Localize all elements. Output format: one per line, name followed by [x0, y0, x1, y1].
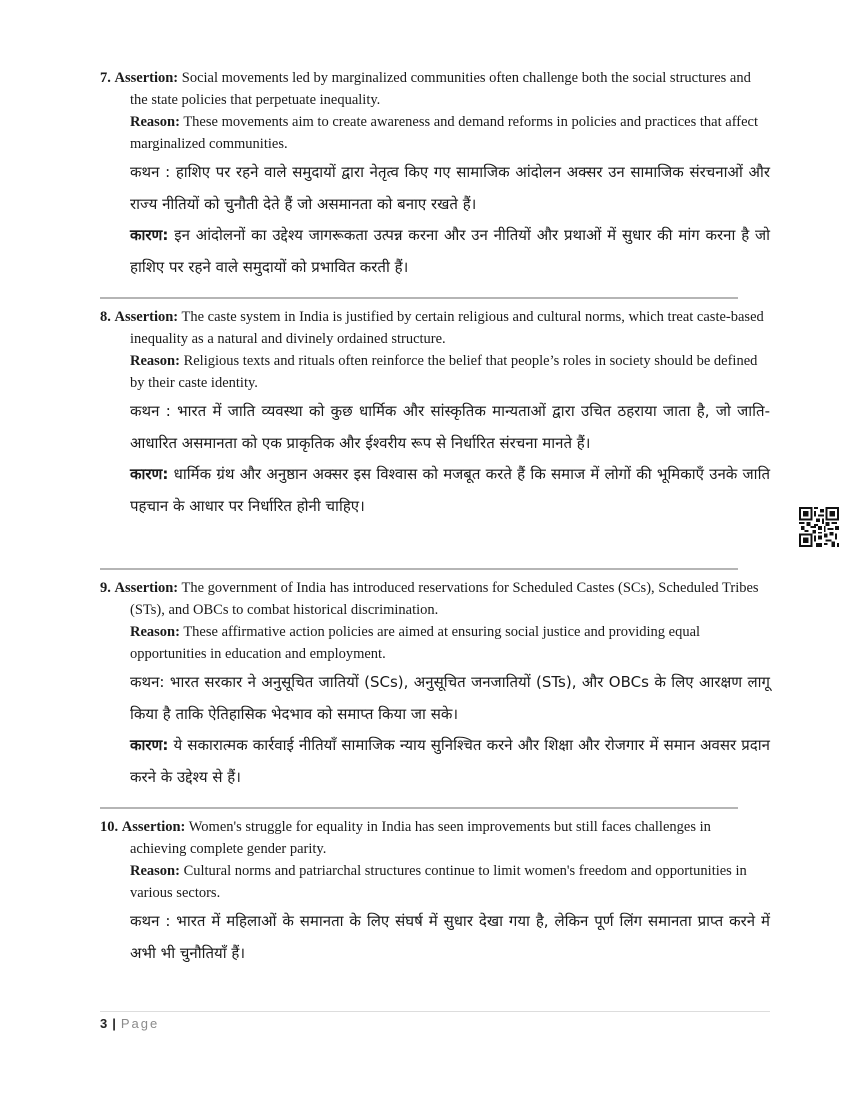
section-divider	[100, 568, 738, 570]
assertion-body: The government of India has introduced reservations for Scheduled Castes (SCs), Scheduled Tribes (STs), and OBCs to combat historical discrimination.	[130, 580, 759, 618]
reason-body: Cultural norms and patriarchal structures continue to limit women's freedom and opportunities in various sectors.	[130, 863, 747, 901]
hindi-reason-label: कारण:	[130, 226, 169, 244]
footer-divider	[100, 1011, 770, 1012]
reason-text	[130, 111, 770, 155]
assertion-label: Assertion:	[114, 580, 179, 596]
question-9	[100, 577, 770, 793]
hindi-assertion: कथन : हाशिए पर रहने वाले समुदायों द्वारा नेतृत्व किए गए सामाजिक आंदोलन अक्सर उन सामाजिक संरचनाओं और राज्य नीतियों को चुनौती देते हैं जो असमानता को बनाए रखते हैं।	[130, 163, 770, 213]
hindi-assertion: कथन : भारत में महिलाओं के समानता के लिए संघर्ष में सुधार देखा गया है, लेकिन पूर्ण लिंग समानता प्राप्त करने में अभी भी चुनौतियाँ हैं।	[130, 912, 770, 962]
hindi-reason-body: ये सकारात्मक कार्रवाई नीतियाँ सामाजिक न्याय सुनिश्चित करने और शिक्षा और रोजगार में समान अवसर प्रदान करने के उद्देश्य से हैं।	[130, 736, 770, 786]
hindi-reason-label: कारण:	[130, 465, 169, 483]
hindi-reason	[130, 459, 770, 522]
assertion-label: Assertion:	[121, 819, 186, 835]
footer-separator: |	[112, 1016, 116, 1031]
hindi-reason-label: कारण:	[130, 736, 169, 754]
section-divider	[100, 297, 738, 299]
hindi-reason	[130, 730, 770, 793]
question-10	[100, 816, 770, 969]
question-8	[100, 306, 770, 522]
reason-label: Reason:	[130, 624, 180, 640]
assertion-label: Assertion:	[114, 309, 179, 325]
hindi-assertion: कथन : भारत में जाति व्यवस्था को कुछ धार्मिक और सांस्कृतिक मान्यताओं द्वारा उचित ठहराया जाता है, जो जाति-आधारित असमानता को एक प्राकृतिक और ईश्वरीय रूप से निर्धारित संरचना मानते हैं।	[130, 402, 770, 452]
reason-text	[130, 621, 770, 665]
reason-label: Reason:	[130, 353, 180, 369]
reason-body: Religious texts and rituals often reinforce the belief that people’s roles in society should be defined by their caste identity.	[130, 353, 758, 391]
assertion-label: Assertion:	[114, 70, 179, 86]
page-footer	[100, 1016, 159, 1031]
question-number: 9.	[100, 580, 111, 596]
reason-label: Reason:	[130, 863, 180, 879]
page-number: 3	[100, 1016, 108, 1031]
question-number: 10.	[100, 819, 119, 835]
qr-code-icon	[799, 507, 839, 547]
hindi-assertion: कथन: भारत सरकार ने अनुसूचित जातियों (SCs), अनुसूचित जनजातियों (STs), और OBCs के लिए आरक्षण लागू किया है ताकि ऐतिहासिक भेदभाव को समाप्त किया जा सके।	[130, 673, 770, 723]
hindi-reason-body: इन आंदोलनों का उद्देश्य जागरूकता उत्पन्न करना और उन नीतियों और प्रथाओं में सुधार की मांग करना है जो हाशिए पर रहने वाले समुदायों को प्रभावित करती हैं।	[130, 226, 770, 276]
hindi-reason	[130, 220, 770, 283]
reason-text	[130, 860, 770, 904]
section-divider	[100, 807, 738, 809]
assertion-body: Women's struggle for equality in India has seen improvements but still faces challenges in achieving complete gender parity.	[130, 819, 711, 857]
reason-body: These movements aim to create awareness and demand reforms in policies and practices that affect marginalized communities.	[130, 114, 758, 152]
assertion-body: Social movements led by marginalized communities often challenge both the social structures and the state policies that perpetuate inequality.	[130, 70, 751, 108]
reason-text	[130, 350, 770, 394]
reason-body: These affirmative action policies are aimed at ensuring social justice and providing equal opportunities in education and employment.	[130, 624, 701, 662]
question-number: 7.	[100, 70, 111, 86]
assertion-text	[100, 577, 770, 621]
question-number: 8.	[100, 309, 111, 325]
hindi-reason-body: धार्मिक ग्रंथ और अनुष्ठान अक्सर इस विश्वास को मजबूत करते हैं कि समाज में लोगों की भूमिकाएँ उनके जाति पहचान के आधार पर निर्धारित होनी चाहिए।	[130, 465, 770, 515]
assertion-body: The caste system in India is justified by certain religious and cultural norms, which treat caste-based inequality as a natural and divinely ordained structure.	[130, 309, 764, 347]
assertion-text	[100, 67, 770, 111]
question-7	[100, 67, 770, 283]
reason-label: Reason:	[130, 114, 180, 130]
page-label: Page	[120, 1016, 160, 1031]
assertion-text	[100, 306, 770, 350]
assertion-text	[100, 816, 770, 860]
